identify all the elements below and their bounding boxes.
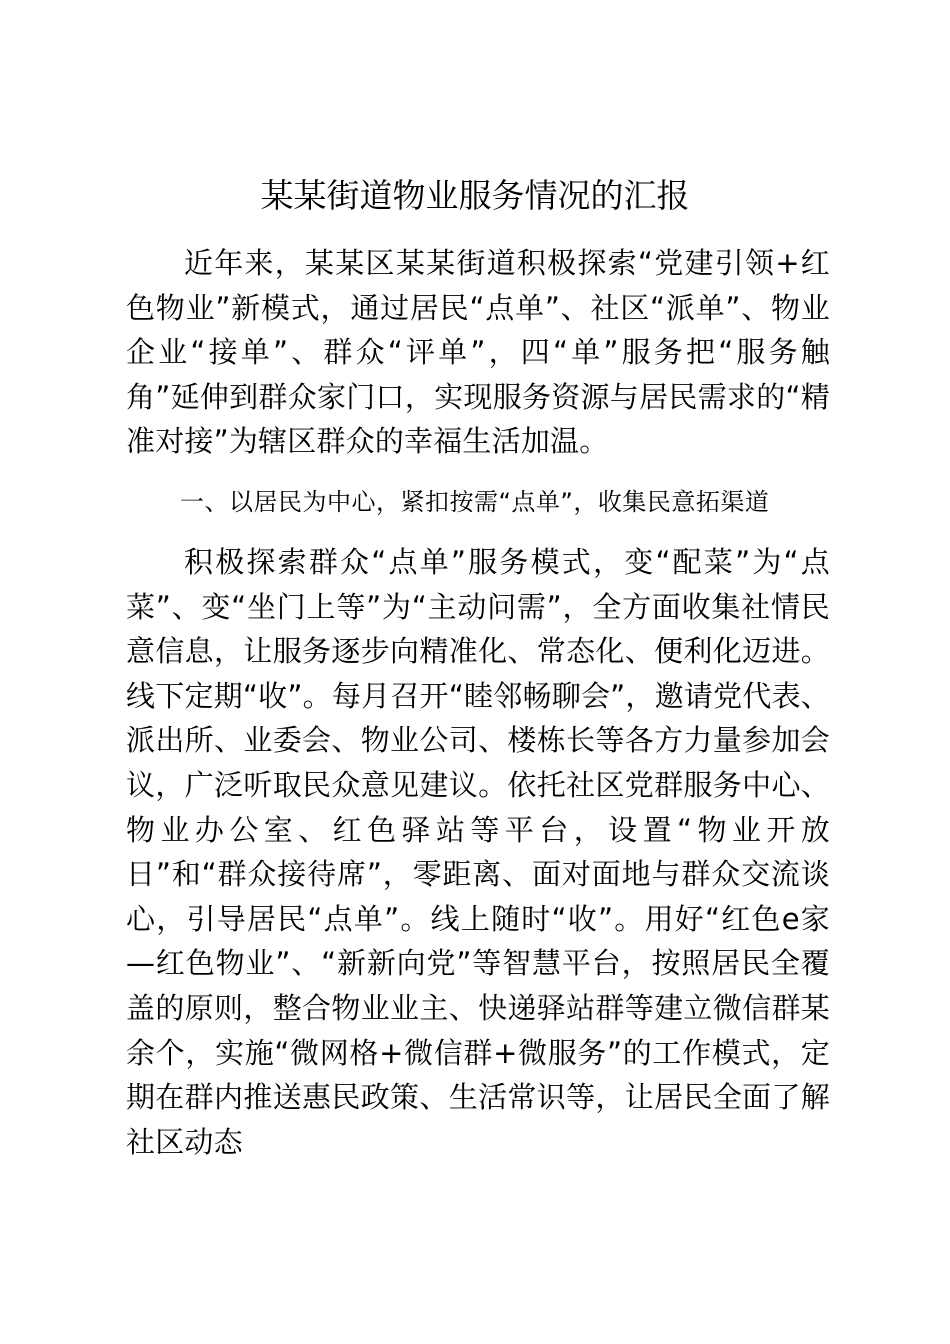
intro-paragraph: 近年来，某某区某某街道积极探索“党建引领+红色物业”新模式，通过居民“点单”、社区“派单”、物业企业“接单”、群众“评单”，四“单”服务把“服务触角”延伸到群众家门口，实现服务资源与居民需求的“精准对接”为辖区群众的幸福生活加温。 bbox=[126, 246, 830, 459]
document-title: 某某街道物业服务情况的汇报 bbox=[260, 176, 690, 215]
section-heading: 一、以居民为中心，紧扣按需“点单”，收集民意拓渠道 bbox=[180, 488, 770, 516]
section-paragraph: 积极探索群众“点单”服务模式，变“配菜”为“点菜”、变“坐门上等”为“主动问需”，全方面收集社情民意信息，让服务逐步向精准化、常态化、便利化迈进。线下定期“收”。每月召开“睦邻畅聊会”，邀请党代表、派出所、业委会、物业公司、楼栋长等各方力量参加会议，广泛听取民众意见建议。依托社区党群服务中心、物业办公室、红色驿站等平台，设置“物业开放日”和“群众接待席”，零距离、面对面地与群众交流谈心，引导居民“点单”。线上随时“收”。用好“红色e家—红色物业”、“新新向党”等智慧平台，按照居民全覆盖的原则，整合物业业主、快递驿站群等建立微信群某余个，实施“微网格+微信群+微服务”的工作模式，定期在群内推送惠民政策、生活常识等，让居民全面了解社区动态 bbox=[126, 545, 830, 1159]
